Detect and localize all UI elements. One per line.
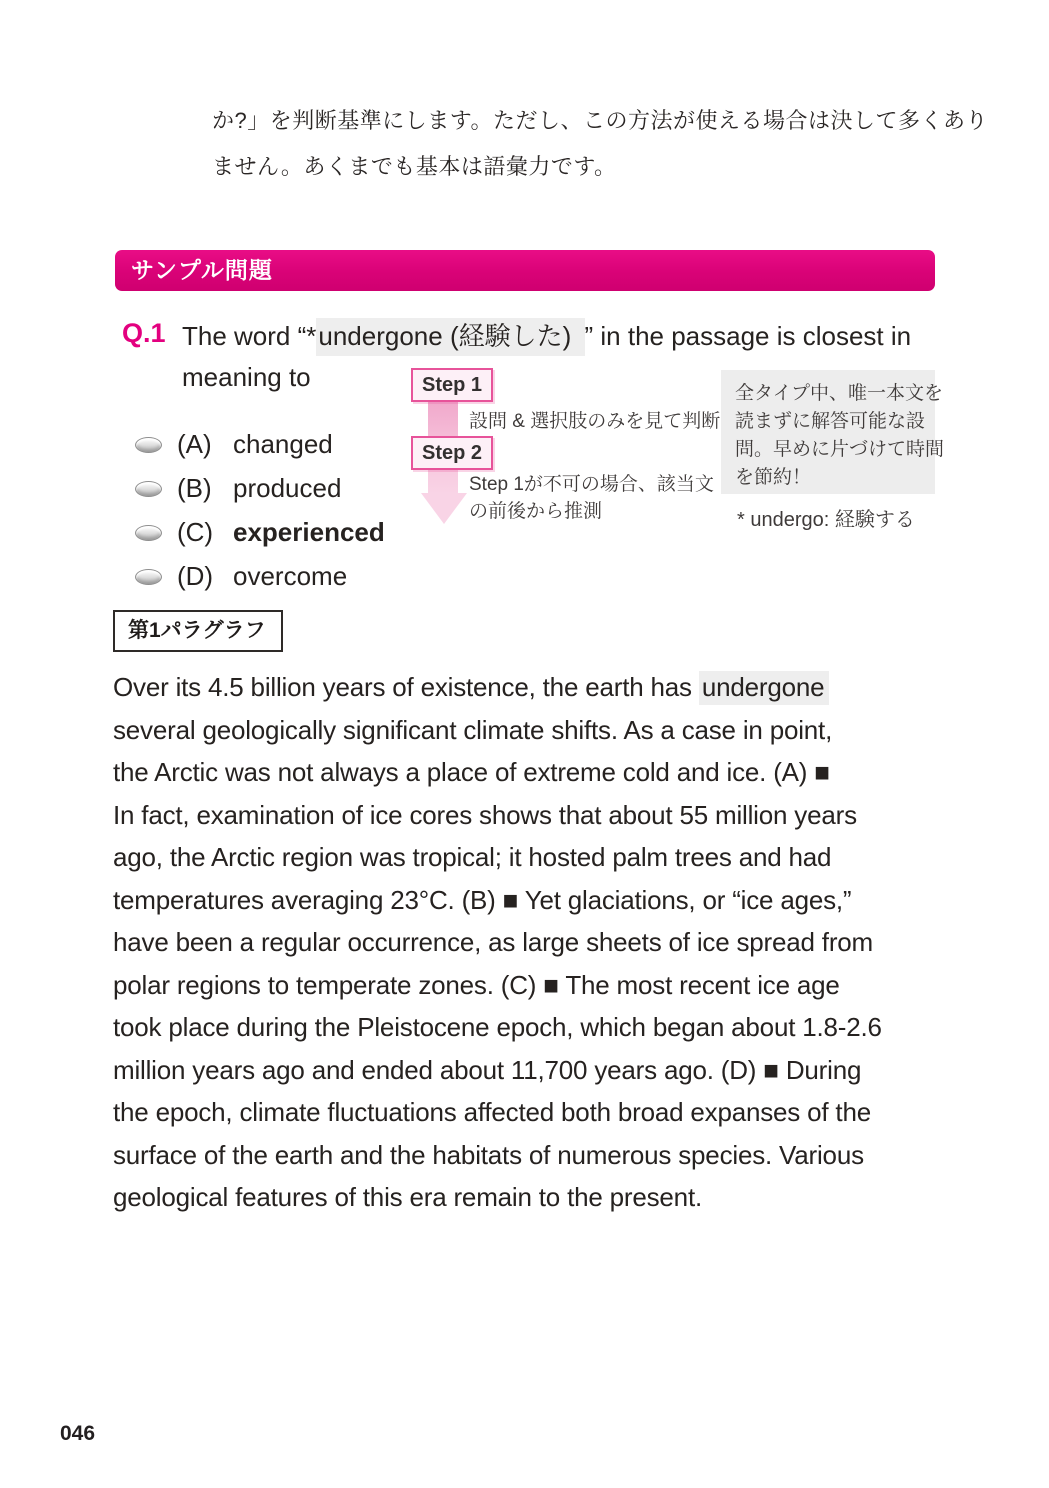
passage-line: took place during the Pleistocene epoch, which began about 1.8-2.6: [113, 1012, 882, 1042]
passage-line: In fact, examination of ice cores shows that about 55 million years: [113, 799, 857, 830]
note-line: を節約！: [735, 467, 812, 488]
option-text: experienced: [233, 517, 385, 547]
option-row-b: [135, 473, 341, 504]
advice-note-box: [721, 370, 945, 494]
passage-line: the Arctic was not always a place of extreme cold and ice. (A) ■: [113, 757, 830, 787]
passage-line: have been a regular occurrence, as large sheets of ice spread from: [113, 927, 874, 957]
answer-bubble-icon: [135, 525, 162, 541]
vocab-footnote: * undergo: 経験する: [737, 509, 915, 531]
passage-line: [113, 666, 882, 709]
option-letter: (B): [177, 473, 212, 503]
passage-line1-pre: Over its 4.5 billion years of existence, the earth has: [113, 672, 699, 702]
option-text: overcome: [233, 561, 348, 591]
option-row-a: [135, 429, 333, 460]
step2-description-line2: の前後から推測: [469, 501, 603, 522]
passage-line: ago, the Arctic region was tropical; it hosted palm trees and had: [113, 842, 832, 872]
intro-paragraph-line: ません。あくまでも基本は語彙力です。: [212, 154, 617, 179]
question-text-line2: meaning to: [182, 362, 311, 392]
passage-line: surface of the earth and the habitats of numerous species. Various: [113, 1139, 864, 1170]
answer-bubble-icon: [135, 481, 162, 497]
passage-line: million years ago and ended about 11,700 years ago. (D) ■ During: [113, 1054, 862, 1085]
passage-line: several geologically significant climate shifts. As a case in point,: [113, 714, 833, 745]
intro-paragraph-line: か?」を判断基準にします。ただし、この方法が使える場合は決して多くあり: [212, 108, 988, 133]
note-line: 全タイプ中、唯一本文を: [735, 383, 944, 404]
step1-description: 設問 & 選択肢のみを見て判断: [469, 411, 721, 432]
option-letter: (A): [177, 429, 212, 459]
option-letter: (D): [177, 561, 214, 591]
option-row-d: [135, 561, 347, 592]
answer-bubble-icon: [135, 437, 162, 453]
passage-line: the epoch, climate fluctuations affected both broad expanses of the: [113, 1097, 871, 1127]
sample-question-banner: [115, 250, 935, 291]
passage-vocab-highlight: undergone: [699, 671, 830, 705]
arrow-down-icon: [421, 493, 467, 524]
option-row-c: [135, 517, 385, 548]
step2-box: Step 2: [411, 436, 493, 470]
step2-description-line1: Step 1が不可の場合、該当文: [469, 474, 714, 495]
passage-line: polar regions to temperate zones. (C) ■ The most recent ice age: [113, 969, 840, 1000]
paragraph-label: 第1パラグラフ: [128, 619, 266, 642]
note-line: 読まずに解答可能な設: [735, 411, 926, 432]
question-post: ” in the passage is closest in: [584, 321, 912, 351]
answer-bubble-icon: [135, 569, 162, 585]
question-text-line1: [182, 316, 911, 353]
option-text: changed: [233, 429, 333, 459]
page-number: 046: [60, 1422, 96, 1445]
option-text: produced: [233, 473, 342, 503]
passage-line: temperatures averaging 23°C. (B) ■ Yet glaciations, or “ice ages,”: [113, 884, 852, 915]
vocab-highlight: undergone (経験した): [316, 318, 584, 356]
paragraph-label-box: [113, 610, 283, 652]
option-letter: (C): [177, 517, 214, 547]
note-line: 問。早めに片づけて時間: [735, 439, 945, 460]
step1-box: Step 1: [411, 368, 493, 402]
passage-line: geological features of this era remain to the present.: [113, 1182, 702, 1212]
passage: [113, 666, 882, 1219]
question-pre: The word “*: [182, 321, 317, 351]
banner-label: サンプル問題: [131, 257, 273, 283]
question-number: Q.1: [122, 318, 166, 348]
